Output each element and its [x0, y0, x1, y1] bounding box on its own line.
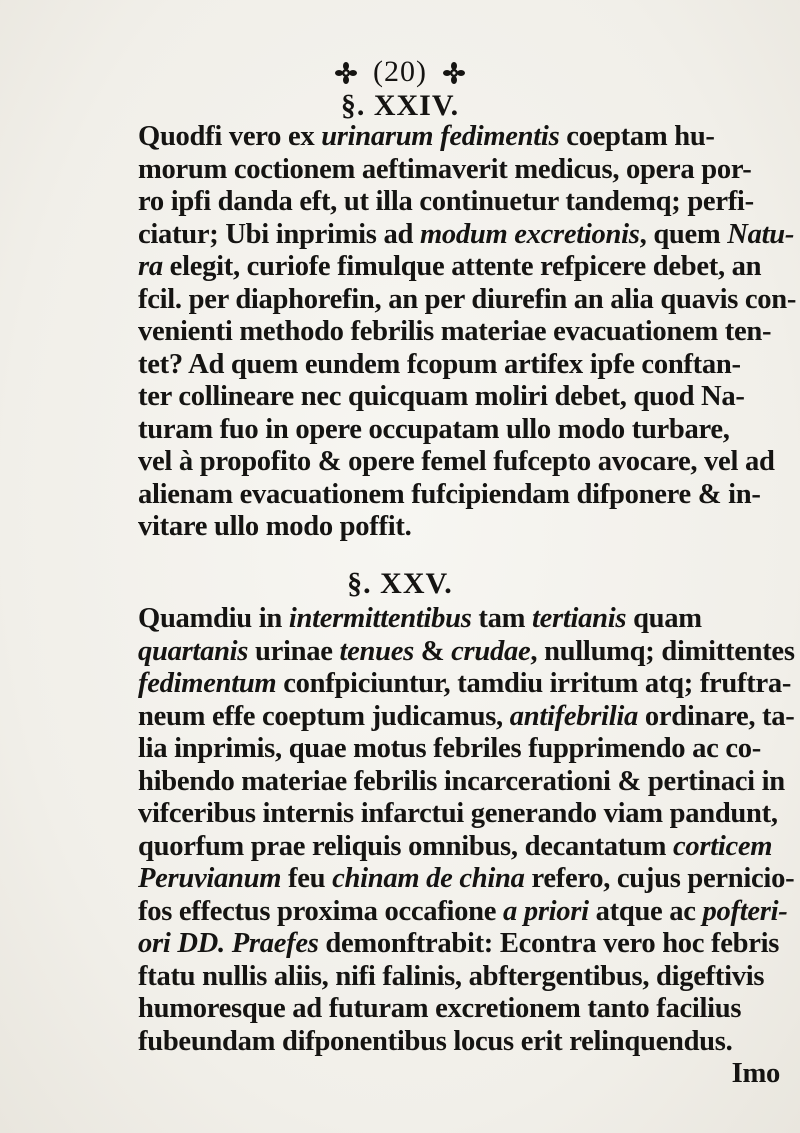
text-run: & [413, 635, 452, 667]
text-run: ciatur; Ubi inprimis ad [138, 218, 420, 250]
section-xxv-text [138, 603, 795, 1058]
text-run: ordinare, ta- [637, 700, 795, 732]
text-line [138, 733, 786, 766]
text-run: morum coctionem aeftimaverit medicus, opera por- [138, 153, 752, 185]
text-line [138, 668, 792, 701]
text-run: humoresque ad futuram excretionem tanto facilius [138, 993, 742, 1024]
text-line [138, 381, 786, 414]
italic-term: Peruvianum [138, 863, 282, 894]
text-run: alienam evacuationem fufcipiendam difponere & in- [138, 478, 761, 510]
text-line [138, 993, 786, 1026]
italic-term: crudae [451, 635, 531, 667]
text-run: ter collineare nec quicquam moliri debet, quod Na- [138, 381, 745, 412]
text-run: neum effe coeptum judicamus, [138, 700, 510, 732]
italic-term: modum excretionis [419, 218, 640, 250]
text-line [138, 928, 786, 961]
italic-term: fedimentum [138, 668, 277, 699]
text-run: vitare ullo modo poffit. [138, 511, 412, 542]
text-run: lia inprimis, quae motus febriles fupprimendo ac co- [138, 733, 761, 764]
text-run: confpiciuntur, tamdiu irritum atq; fruftra- [276, 668, 792, 699]
italic-term: Natu- [727, 218, 795, 250]
text-line [138, 316, 786, 349]
text-run: urinae [248, 635, 340, 667]
text-line [138, 446, 786, 479]
text-run: tet? Ad quem eundem fcopum artifex ipfe conftan- [138, 348, 741, 380]
catchword-line [138, 1058, 786, 1091]
text-run: refero, cujus pernicio- [524, 863, 795, 894]
text-line [138, 831, 786, 864]
text-run: , nullumq; dimittentes [530, 635, 795, 667]
text-run: vel à propofito & opere femel fufcepto avocare, vel ad [138, 446, 775, 477]
text-run: Quamdiu in [138, 603, 289, 634]
catchword: Imo [731, 1058, 780, 1089]
text-run: quam [626, 603, 702, 634]
text-run: fcil. per diaphorefin, an per diurefin an alia quavis con- [138, 283, 797, 315]
italic-term: urinarum fedimentis [321, 121, 560, 152]
text-run: ftatu nullis aliis, nifi falinis, abftergentibus, digeftivis [138, 960, 765, 992]
text-line [138, 154, 786, 187]
text-line [138, 218, 795, 252]
italic-term: ra [138, 251, 163, 282]
text-run: vifceribus internis infarctui generando viam pandunt, [138, 798, 778, 829]
italic-term: antifebrilia [509, 700, 638, 732]
flower-ornament-icon [443, 55, 465, 77]
italic-term: chinam de china [332, 863, 525, 894]
italic-term: quartanis [138, 635, 249, 667]
text-run: atque ac [588, 895, 703, 927]
text-line [138, 700, 795, 734]
flower-ornament-icon [335, 55, 357, 77]
text-run: , quem [639, 218, 728, 250]
italic-term: corticem [672, 830, 773, 862]
section-title-xxiv: §. XXIV. [340, 89, 460, 122]
text-line [138, 414, 786, 447]
text-run: hibendo materiae febrilis incarcerationi & pertinaci in [138, 765, 785, 797]
text-line [138, 896, 786, 929]
text-run: venienti methodo febrilis materiae evacuationem ten- [138, 316, 772, 347]
text-run: tam [471, 603, 532, 634]
text-line [138, 349, 786, 382]
text-line [138, 961, 786, 994]
text-line [138, 186, 786, 219]
text-line [138, 766, 786, 799]
text-line [138, 798, 786, 831]
text-run: elegit, curiofe fimulque attente refpicere debet, an [162, 251, 762, 282]
text-run: Quodfi vero ex [138, 121, 322, 152]
text-run: turam fuo in opere occupatam ullo modo turbare, [138, 413, 730, 445]
text-run: coeptam hu- [559, 121, 715, 152]
text-line [138, 511, 786, 544]
italic-term: tertianis [532, 603, 627, 634]
text-run: quorfum prae reliquis omnibus, decantatum [138, 830, 673, 862]
text-run: fubeundam difponentibus locus erit relinquendus. [138, 1025, 733, 1057]
italic-term: pofteri- [702, 895, 788, 927]
text-line [138, 121, 786, 154]
italic-term: intermittentibus [288, 603, 472, 634]
italic-term: ori DD. Praefes [138, 928, 319, 959]
text-line [138, 479, 786, 512]
text-line [138, 251, 786, 284]
text-line [138, 283, 797, 317]
section-title-xxv: §. XXV. [347, 567, 453, 600]
text-run: fos effectus proxima occafione [138, 895, 503, 927]
text-line [138, 1026, 786, 1059]
italic-term: tenues [339, 635, 414, 667]
page-number: (20) [373, 55, 427, 88]
text-line [138, 603, 786, 636]
text-run: feu [281, 863, 333, 894]
text-run: ro ipfi danda eft, ut illa continuetur tandemq; perfi- [138, 186, 754, 217]
text-line [138, 635, 795, 669]
italic-term: a priori [502, 895, 589, 927]
text-line [138, 863, 795, 896]
section-xxiv-text [138, 121, 797, 544]
text-run: demonftrabit: Econtra vero hoc febris [318, 928, 780, 959]
